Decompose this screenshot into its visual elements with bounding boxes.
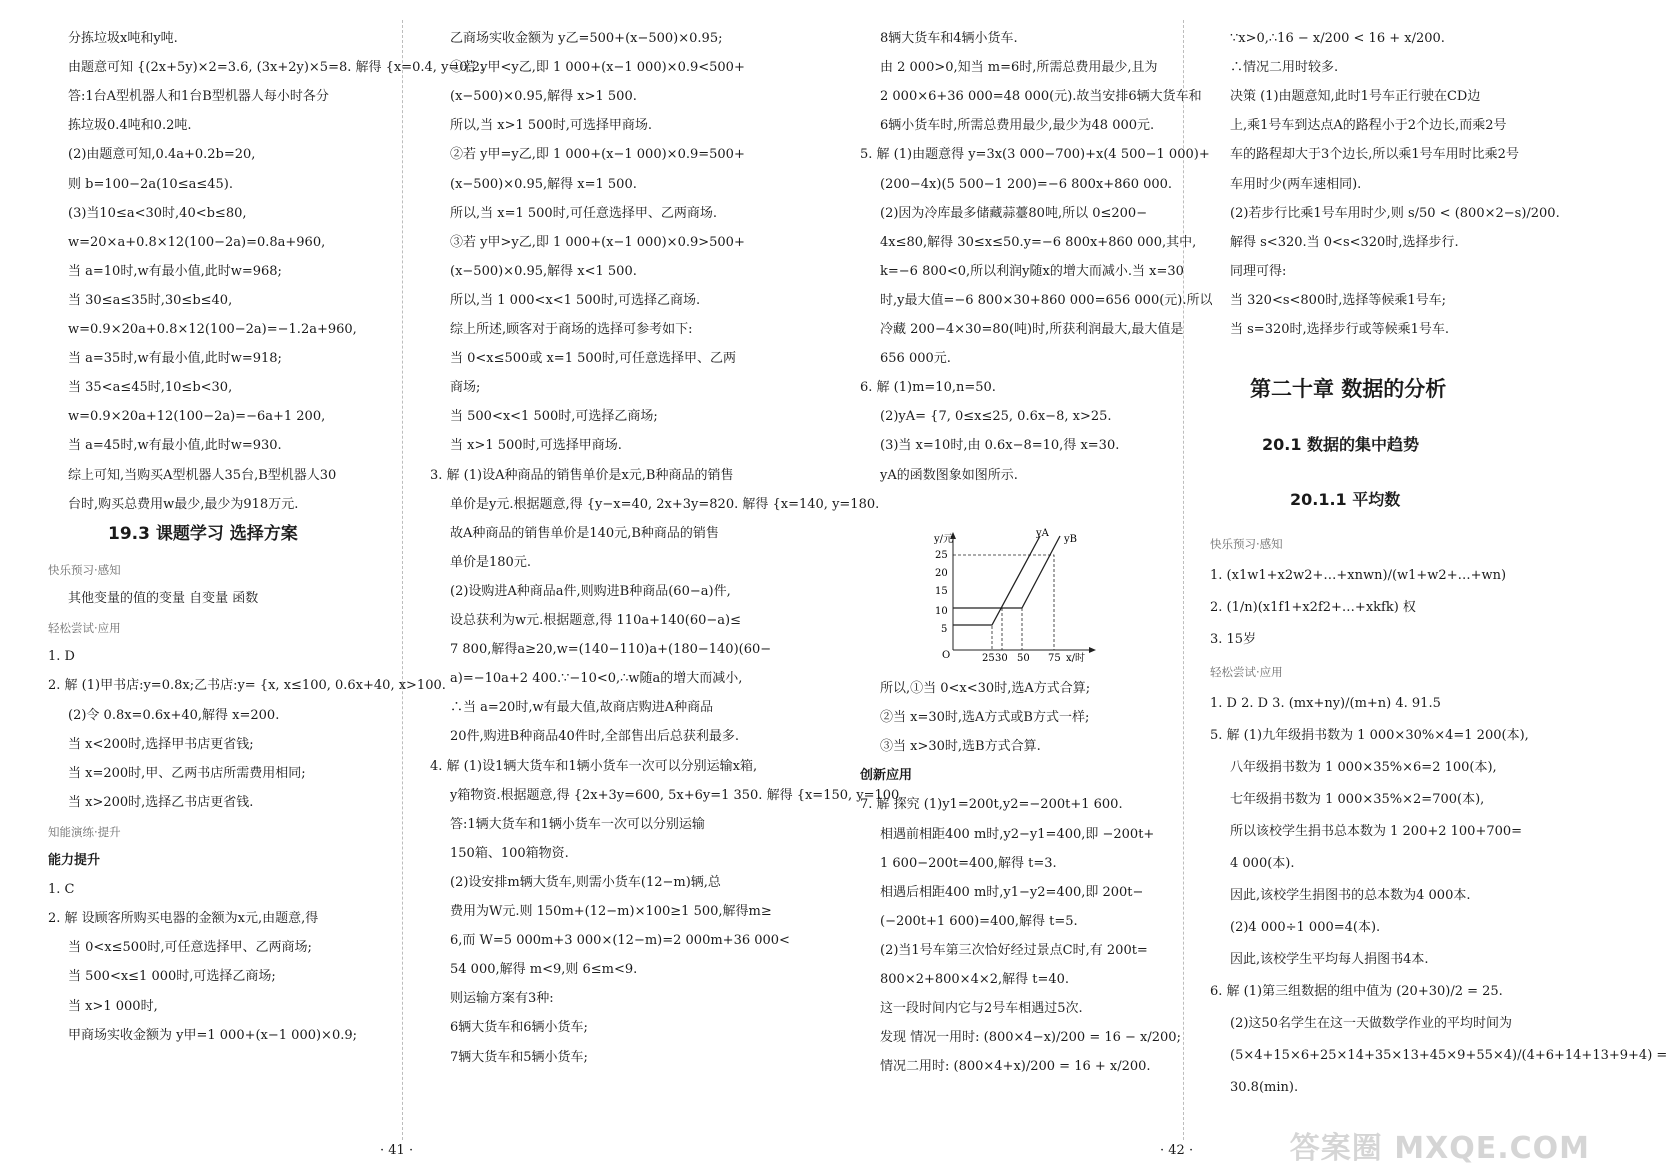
answer-line: 6. 解 (1)m=10,n=50. xyxy=(860,380,996,396)
answer-line: 当 x>1 000时, xyxy=(68,998,158,1014)
answer-line: 发现 情况一用时: (800×4−x)/200 = 16 − x/200; xyxy=(880,1030,1181,1046)
answer-line: 2 000×6+36 000=48 000(元).故当安排6辆大货车和 xyxy=(880,89,1202,105)
answer-line: 5. 解 (1)九年级捐书数为 1 000×30%×4=1 200(本), xyxy=(1210,728,1529,743)
answer-line: 相遇前相距400 m时,y2−y1=400,即 −200t+ xyxy=(880,826,1155,842)
answer-line: 其他变量的值的变量 自变量 函数 xyxy=(68,591,259,607)
answer-line: 当 a=45时,w有最小值,此时w=930. xyxy=(68,438,282,454)
answer-line: 决策 (1)由题意知,此时1号车正行驶在CD边 xyxy=(1230,89,1481,105)
answer-line: y箱物资.根据题意,得 {2x+3y=600, 5x+6y=1 350. 解得 {x=150, y=100. xyxy=(450,787,904,803)
answer-line: 拣垃圾0.4吨和0.2吨. xyxy=(68,118,192,134)
series-yA-line xyxy=(953,536,1040,625)
answer-line: (−200t+1 600)=400,解得 t=5. xyxy=(880,913,1078,929)
answer-line: 所以,当 x>1 500时,可选择甲商场. xyxy=(450,118,652,134)
answer-line: 解得 s<320.当 0<s<320时,选择步行. xyxy=(1230,234,1459,250)
answer-line: 则 b=100−2a(10≤a≤45). xyxy=(68,176,233,192)
series-yA-label: yA xyxy=(1036,528,1049,539)
answer-line: (2)yA= {7, 0≤x≤25, 0.6x−8, x>25. xyxy=(880,409,1112,425)
answer-line: 6辆大货车和6辆小货车; xyxy=(450,1020,588,1036)
answer-line: 所以,①当 0<x<30时,选A方式合算; xyxy=(880,681,1091,696)
answer-line: 当 x=200时,甲、乙两书店所需费用相同; xyxy=(68,765,306,781)
answer-line: 所以该校学生捐书总本数为 1 200+2 100+700= xyxy=(1230,824,1523,839)
answer-line: w=0.9×20a+12(100−2a)=−6a+1 200, xyxy=(68,409,326,425)
answer-line: 故A种商品的销售单价是140元,B种商品的销售 xyxy=(450,525,719,541)
answer-line: w=20×a+0.8×12(100−2a)=0.8a+960, xyxy=(68,234,326,250)
answer-line: 当 x<200时,选择甲书店更省钱; xyxy=(68,736,254,752)
answer-line: ∵x>0,∴16 − x/200 < 16 + x/200. xyxy=(1230,31,1445,46)
x-tick-25: 25 xyxy=(982,653,995,664)
answer-line: 创新应用 xyxy=(860,768,913,784)
answer-line: (2)因为冷库最多储藏蒜薹80吨,所以 0≤200− xyxy=(880,205,1148,221)
answer-line: 费用为W元.则 150m+(12−m)×100≥1 500,解得m≥ xyxy=(450,904,772,919)
answer-line: 7. 解 探究 (1)y1=200t,y2=−200t+1 600. xyxy=(860,797,1123,813)
answer-line: 当 0<x≤500时,可任意选择甲、乙两商场; xyxy=(68,940,312,956)
answer-line: (2)4 000÷1 000=4(本). xyxy=(1230,920,1381,935)
answer-line: 1. D xyxy=(48,649,75,665)
answer-line: 6,而 W=5 000m+3 000×(12−m)=2 000m+36 000< xyxy=(450,933,790,949)
x-tick-50: 50 xyxy=(1017,653,1030,664)
answer-line: 5. 解 (1)由题意得 y=3x(3 000−700)+x(4 500−1 000)+ xyxy=(860,147,1210,163)
answer-line: 6. 解 (1)第三组数据的组中值为 (20+30)/2 = 25. xyxy=(1210,984,1503,999)
x-tick-75: 75 xyxy=(1048,653,1061,664)
answer-line: 由 2 000>0,知当 m=6时,所需总费用最少,且为 xyxy=(880,60,1158,76)
answer-line: 所以,当 1 000<x<1 500时,可选择乙商场. xyxy=(450,292,701,308)
answer-line: 当 35<a≤45时,10≤b<30, xyxy=(68,380,233,396)
answer-line: ∴情况二用时较多. xyxy=(1230,60,1339,76)
answer-line: (x−500)×0.95,解得 x<1 500. xyxy=(450,263,637,279)
answer-line: 当 x>1 500时,可选择甲商场. xyxy=(450,438,622,454)
answer-line: (2)当1号车第三次恰好经过景点C时,有 200t= xyxy=(880,942,1148,958)
answer-line: 当 0<x≤500或 x=1 500时,可任意选择甲、乙两 xyxy=(450,351,737,367)
answer-line: 当 a=10时,w有最小值,此时w=968; xyxy=(68,263,282,279)
answer-line: 甲商场实收金额为 y甲=1 000+(x−1 000)×0.9; xyxy=(68,1027,358,1043)
answer-line: 因此,该校学生平均每人捐图书4本. xyxy=(1230,952,1429,967)
answer-line: (2)设安排m辆大货车,则需小货车(12−m)辆,总 xyxy=(450,874,721,890)
y-tick-20: 20 xyxy=(935,568,948,579)
watermark-logo: 答案圈 MXQE.COM xyxy=(1289,1131,1590,1166)
answer-line: 4 000(本). xyxy=(1230,856,1295,871)
section-tag: 轻松尝试·应用 xyxy=(48,621,121,636)
answer-line: 3. 解 (1)设A种商品的销售单价是x元,B种商品的销售 xyxy=(430,467,734,483)
y-tick-25: 25 xyxy=(935,550,948,561)
answer-line: ∴当 a=20时,w有最大值,故商店购进A种商品 xyxy=(450,700,714,716)
answer-line: (2)这50名学生在这一天做数学作业的平均时间为 xyxy=(1230,1016,1512,1031)
answer-line: 八年级捐书数为 1 000×35%×6=2 100(本), xyxy=(1230,760,1497,775)
y-tick-15: 15 xyxy=(935,586,948,597)
answer-line: yA的函数图象如图所示. xyxy=(880,467,1018,483)
answer-line: 当 30≤a≤35时,30≤b≤40, xyxy=(68,292,233,308)
answer-line: (200−4x)(5 500−1 200)=−6 800x+860 000. xyxy=(880,176,1173,192)
answer-line: 1. (x1w1+x2w2+…+xnwn)/(w1+w2+…+wn) xyxy=(1210,568,1507,583)
answer-line: 7 800,解得a≥20,w=(140−110)a+(180−140)(60− xyxy=(450,642,772,658)
answer-line: 时,y最大值=−6 800×30+860 000=656 000(元).所以 xyxy=(880,292,1213,308)
answer-line: (3)当 x=10时,由 0.6x−8=10,得 x=30. xyxy=(880,438,1120,454)
x-tick-30: 30 xyxy=(995,653,1008,664)
section-tag: 轻松尝试·应用 xyxy=(1210,665,1283,679)
section-tag: 快乐预习·感知 xyxy=(48,563,121,578)
subsection-title: 20.1.1 平均数 xyxy=(1290,490,1401,509)
answer-line: 当 320<s<800时,选择等候乘1号车; xyxy=(1230,292,1446,308)
answer-line: (3)当10≤a<30时,40<b≤80, xyxy=(68,205,247,221)
answer-line: 情况二用时: (800×4+x)/200 = 16 + x/200. xyxy=(880,1059,1151,1075)
y-axis-label: y/元 xyxy=(934,534,954,545)
answer-line: 答:1台A型机器人和1台B型机器人每小时各分 xyxy=(68,89,329,105)
answer-line: ②若 y甲=y乙,即 1 000+(x−1 000)×0.9=500+ xyxy=(450,147,745,163)
answer-line: 乙商场实收金额为 y乙=500+(x−500)×0.95; xyxy=(450,31,723,46)
answer-line: 商场; xyxy=(450,380,481,396)
answer-line: 1 600−200t=400,解得 t=3. xyxy=(880,855,1057,871)
answer-line: 车用时少(两车速相同). xyxy=(1230,176,1362,192)
answer-line: 当 a=35时,w有最小值,此时w=918; xyxy=(68,351,282,367)
answer-line: 因此,该校学生捐图书的总本数为4 000本. xyxy=(1230,888,1471,903)
answer-line: 综上可知,当购买A型机器人35台,B型机器人30 xyxy=(68,467,337,483)
answer-line: 当 s=320时,选择步行或等候乘1号车. xyxy=(1230,322,1450,337)
answer-line: 设总获利为w元.根据题意,得 110a+140(60−a)≤ xyxy=(450,613,742,628)
answer-line: 4x≤80,解得 30≤x≤50.y=−6 800x+860 000,其中, xyxy=(880,234,1197,250)
answer-line: 当 500<x<1 500时,可选择乙商场; xyxy=(450,409,658,425)
answer-line: 8辆大货车和4辆小货车. xyxy=(880,31,1018,46)
answer-line: 车的路程却大于3个边长,所以乘1号车用时比乘2号 xyxy=(1230,147,1519,163)
answer-line: 综上所述,顾客对于商场的选择可参考如下: xyxy=(450,322,693,337)
page-number-right: · 42 · xyxy=(1160,1143,1194,1158)
answer-line: 相遇后相距400 m时,y1−y2=400,即 200t− xyxy=(880,884,1144,900)
series-yB-label: yB xyxy=(1064,534,1077,545)
answer-line: 单价是180元. xyxy=(450,554,531,570)
answer-line: ③若 y甲>y乙,即 1 000+(x−1 000)×0.9>500+ xyxy=(450,234,745,250)
x-axis-label: x/时 xyxy=(1066,653,1086,664)
section-title: 20.1 数据的集中趋势 xyxy=(1262,435,1420,454)
y-tick-10: 10 xyxy=(935,606,948,617)
answer-line: 150箱、100箱物资. xyxy=(450,845,569,861)
chapter-title: 第二十章 数据的分析 xyxy=(1250,377,1447,401)
section-heading: 19.3 课题学习 选择方案 xyxy=(108,523,298,544)
section-tag: 快乐预习·感知 xyxy=(1210,537,1283,551)
answer-line: 6辆小货车时,所需总费用最少,最少为48 000元. xyxy=(880,118,1155,134)
answer-line: 能力提升 xyxy=(48,853,101,869)
answer-line: 台时,购买总费用w最少,最少为918万元. xyxy=(68,496,299,512)
answer-line: 7辆大货车和5辆小货车; xyxy=(450,1049,588,1065)
answer-line: 2. 解 设顾客所购买电器的金额为x元,由题意,得 xyxy=(48,911,319,927)
answer-line: 单价是y元.根据题意,得 {y−x=40, 2x+3y=820. 解得 {x=140, y=180. xyxy=(450,496,880,512)
answer-line: 4. 解 (1)设1辆大货车和1辆小货车一次可以分别运输x箱, xyxy=(430,758,758,774)
column-divider xyxy=(1183,20,1184,1140)
answer-line: 上,乘1号车到达点A的路程小于2个边长,而乘2号 xyxy=(1230,118,1507,134)
yA-yB-function-graph xyxy=(928,528,1098,664)
answer-line: (2)令 0.8x=0.6x+40,解得 x=200. xyxy=(68,707,280,723)
answer-line: (x−500)×0.95,解得 x>1 500. xyxy=(450,89,637,105)
answer-line: (2)设购进A种商品a件,则购进B种商品(60−a)件, xyxy=(450,583,731,599)
answer-line: 1. D 2. D 3. (mx+ny)/(m+n) 4. 91.5 xyxy=(1210,696,1441,711)
y-ticks xyxy=(935,550,948,635)
answer-line: ②当 x=30时,选A方式或B方式一样; xyxy=(880,710,1090,726)
page-number-left: · 41 · xyxy=(380,1143,414,1158)
answer-line: 当 x>200时,选择乙书店更省钱. xyxy=(68,794,254,810)
answer-line: 这一段时间内它与2号车相遇过5次. xyxy=(880,1001,1083,1017)
answer-line: 冷藏 200−4×30=80(吨)时,所获利润最大,最大值是 xyxy=(880,322,1184,337)
answer-line: 七年级捐书数为 1 000×35%×2=700(本), xyxy=(1230,792,1485,807)
answer-line: 54 000,解得 m<9,则 6≤m<9. xyxy=(450,962,638,978)
answer-line: 所以,当 x=1 500时,可任意选择甲、乙两商场. xyxy=(450,205,717,221)
answer-line: 656 000元. xyxy=(880,351,951,367)
x-ticks xyxy=(982,653,1061,664)
y-tick-5: 5 xyxy=(941,624,948,635)
x-axis-arrow xyxy=(1089,647,1096,653)
answer-line: w=0.9×20a+0.8×12(100−2a)=−1.2a+960, xyxy=(68,322,357,337)
answer-line: 分拣垃圾x吨和y吨. xyxy=(68,31,178,46)
section-tag: 知能演练·提升 xyxy=(48,824,121,839)
answer-line: 同理可得: xyxy=(1230,263,1287,279)
answer-line: 3. 15岁 xyxy=(1210,632,1257,647)
column-divider xyxy=(402,20,403,1140)
answer-line: a)=−10a+2 400.∵−10<0,∴w随a的增大而减小, xyxy=(450,671,743,687)
answer-line: 2. (1/n)(x1f1+x2f2+…+xkfk) 权 xyxy=(1210,600,1416,615)
answer-line: 20件,购进B种商品40件时,全部售出后总获利最多. xyxy=(450,729,740,745)
answer-line: (2)由题意可知,0.4a+0.2b=20, xyxy=(68,147,256,163)
answer-line: 则运输方案有3种: xyxy=(450,991,554,1007)
answer-line: 由题意可知 {(2x+5y)×2=3.6, (3x+2y)×5=8. 解得 {x=0.4, y=0.2. xyxy=(68,60,485,76)
answer-line: ①若 y甲<y乙,即 1 000+(x−1 000)×0.9<500+ xyxy=(450,60,745,76)
answer-line: 30.8(min). xyxy=(1230,1080,1299,1095)
answer-line: (x−500)×0.95,解得 x=1 500. xyxy=(450,176,637,192)
answer-line: (2)若步行比乘1号车用时少,则 s/50 < (800×2−s)/200. xyxy=(1230,205,1560,221)
answer-line: 1. C xyxy=(48,882,75,898)
origin-label: O xyxy=(942,650,951,661)
answer-line: (5×4+15×6+25×14+35×13+45×9+55×4)/(4+6+14+13+9+4) = xyxy=(1230,1048,1667,1063)
answer-line: 答:1辆大货车和1辆小货车一次可以分别运输 xyxy=(450,816,705,832)
answer-line: 当 500<x≤1 000时,可选择乙商场; xyxy=(68,969,276,985)
answer-line: ③当 x>30时,选B方式合算. xyxy=(880,739,1041,755)
guide-line-7-25 xyxy=(953,625,992,650)
answer-line: 2. 解 (1)甲书店:y=0.8x;乙书店:y= {x, x≤100, 0.6x+40, x>100. xyxy=(48,678,446,694)
answer-line: 800×2+800×4×2,解得 t=40. xyxy=(880,972,1070,987)
answer-line: k=−6 800<0,所以利润y随x的增大而减小.当 x=30 xyxy=(880,263,1184,279)
